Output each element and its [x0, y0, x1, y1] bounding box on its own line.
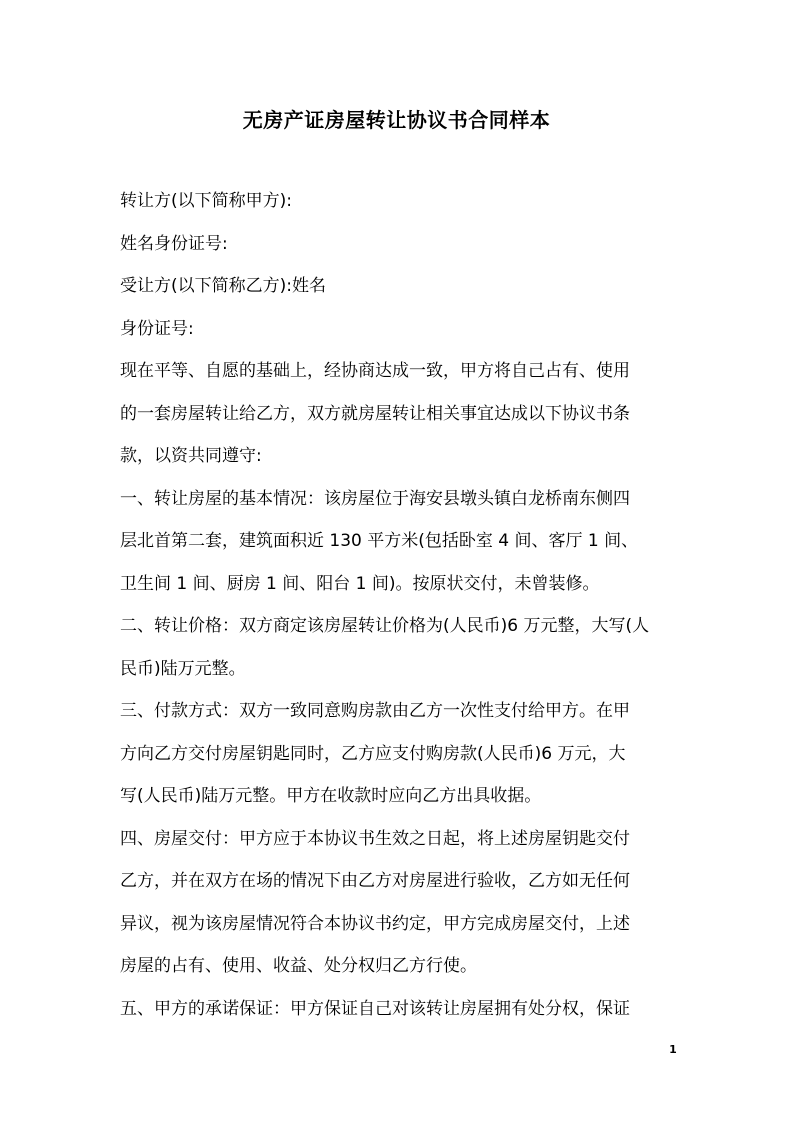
body-line: 五、甲方的承诺保证：甲方保证自己对该转让房屋拥有处分权，保证 — [120, 998, 630, 1019]
body-line: 姓名身份证号: — [120, 233, 228, 254]
document-title: 无房产证房屋转让协议书合同样本 — [242, 108, 551, 132]
body-line: 异议，视为该房屋情况符合本协议书约定，甲方完成房屋交付，上述 — [120, 913, 630, 934]
body-line: 方向乙方交付房屋钥匙同时，乙方应支付购房款(人民币)6 万元，大 — [120, 743, 626, 764]
body-line: 卫生间 1 间、厨房 1 间、阳台 1 间)。按原状交付，未曾装修。 — [120, 573, 600, 594]
body-line: 写(人民币)陆万元整。甲方在收款时应向乙方出具收据。 — [120, 786, 542, 806]
body-line: 一、转让房屋的基本情况：该房屋位于海安县墩头镇白龙桥南东侧四 — [120, 488, 630, 509]
body-line: 的一套房屋转让给乙方，双方就房屋转让相关事宜达成以下协议书条 — [120, 403, 630, 424]
body-line: 民币)陆万元整。 — [120, 658, 246, 679]
page-number: 1 — [669, 1043, 677, 1056]
body-line: 乙方，并在双方在场的情况下由乙方对房屋进行验收，乙方如无任何 — [120, 871, 630, 891]
body-line: 四、房屋交付：甲方应于本协议书生效之日起，将上述房屋钥匙交付 — [120, 828, 630, 849]
body-line: 现在平等、自愿的基础上，经协商达成一致，甲方将自己占有、使用 — [120, 361, 630, 381]
body-line: 款，以资共同遵守: — [120, 446, 262, 466]
body-line: 三、付款方式：双方一致同意购房款由乙方一次性支付给甲方。在甲 — [120, 701, 630, 721]
body-line: 受让方(以下简称乙方):姓名 — [120, 276, 326, 296]
body-line: 转让方(以下简称甲方): — [120, 191, 292, 211]
body-line: 房屋的占有、使用、收益、处分权归乙方行使。 — [120, 956, 477, 976]
body-line: 层北首第二套，建筑面积近 130 平方米(包括卧室 4 间、客厅 1 间、 — [120, 531, 639, 551]
body-line: 二、转让价格：双方商定该房屋转让价格为(人民币)6 万元整，大写(人 — [120, 616, 650, 636]
document-body — [120, 180, 680, 1030]
body-line: 身份证号: — [120, 318, 194, 339]
